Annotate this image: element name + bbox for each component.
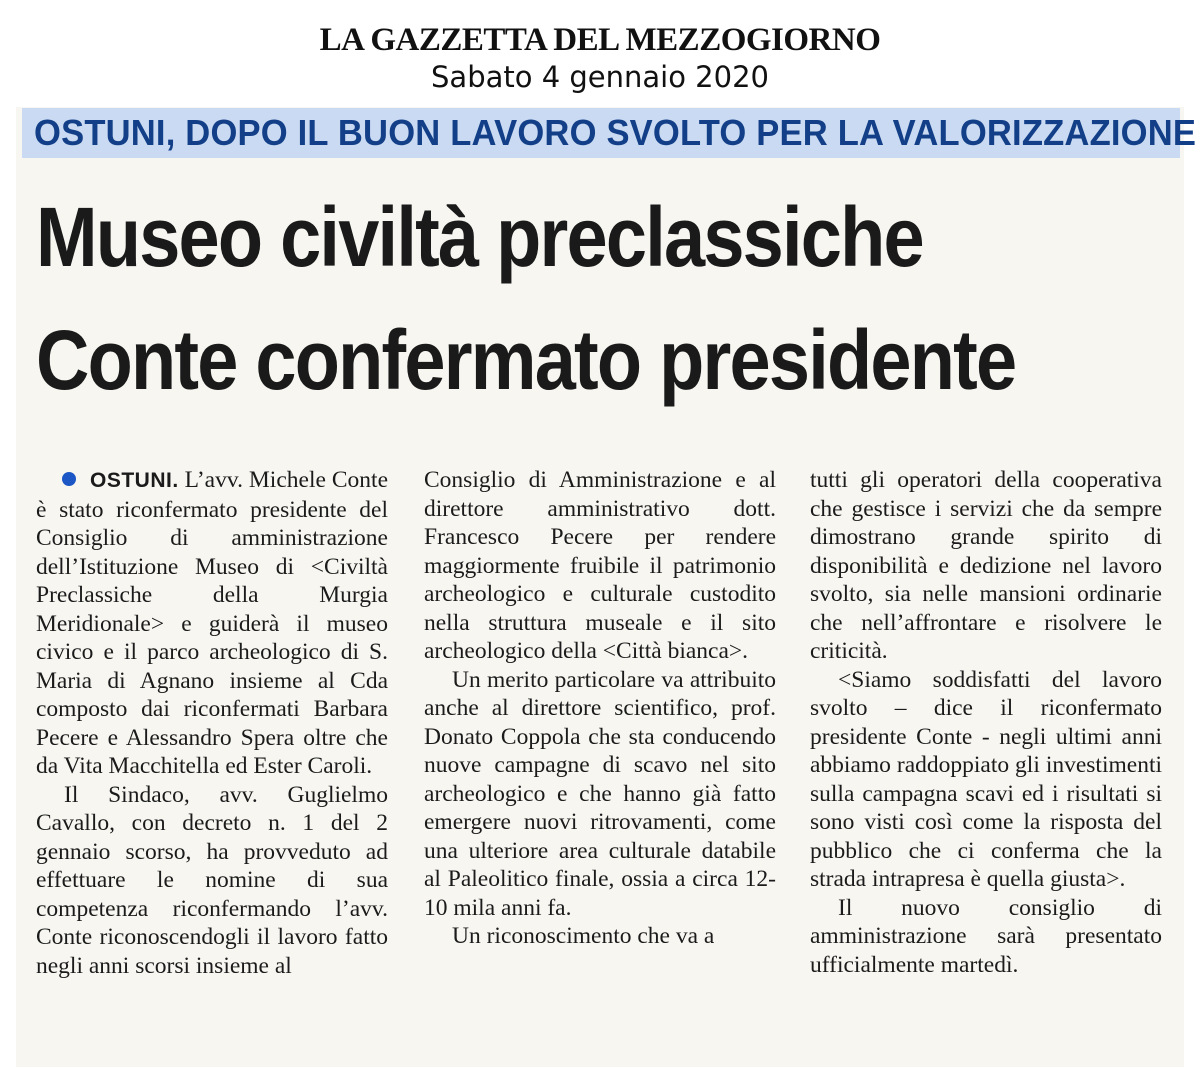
article-kicker: OSTUNI, DOPO IL BUON LAVORO SVOLTO PER LA VALORIZZAZIONE: [34, 112, 1197, 153]
headline-line-1: Museo civiltà preclassiche: [36, 190, 923, 284]
article-paragraph: tutti gli operatori della cooperativa che gestisce i servizi che da sempre dimostrano grande spirito di disponibilità e dedizione nel lavoro svolto, sia nelle mansioni ordinarie che nell’affrontare e risolvere le criticità.: [810, 467, 1162, 664]
bullet-icon: [62, 472, 76, 486]
article-paragraph: Il nuovo consiglio di amministrazione sarà presentato ufficialmente martedì.: [810, 894, 1162, 978]
article-kicker-band: [22, 108, 1197, 158]
article-paragraph: <Siamo soddisfatti del lavoro svolto – dice il riconfermato presidente Conte - negli ultimi anni abbiamo raddoppiato gli investimenti sulla campagna scavi ed i risultati si sono visti così come la risposta del pubblico che ci conferma che la strada intrapresa è quella giusta>.: [810, 666, 1162, 892]
article-column-3: [810, 466, 1162, 979]
article-paragraph: Il Sindaco, avv. Guglielmo Cavallo, con decreto n. 1 del 2 gennaio scorso, ha provveduto ad effettuare le nomine di sua competenza riconfermando l’avv. Conte riconoscendogli il lavoro fatto negli anni scorsi insieme al: [36, 781, 388, 979]
publication-date: Sabato 4 gennaio 2020: [431, 60, 769, 94]
newspaper-masthead: LA GAZZETTA DEL MEZZOGIORNO: [319, 22, 881, 58]
dateline: OSTUNI.: [90, 469, 179, 492]
article-column-2: [424, 466, 776, 951]
headline-line-2: Conte confermato presidente: [36, 313, 1016, 407]
article-paragraph: Consiglio di Amministrazione e al direttore amministrativo dott. Francesco Pecere per rendere maggiormente fruibile il patrimonio archeologico e culturale custodito nella struttura museale e il sito archeologico della <Città bianca>.: [424, 467, 776, 664]
article-column-1: [36, 466, 388, 980]
paragraph-text: L’avv. Michele Conte è stato riconfermato presidente del Consiglio di amministrazione dell’Istituzione Museo di <Civiltà Preclassiche della Murgia Meridionale> e guiderà il museo civico e il parco archeologico di S. Maria di Agnano insieme al Cda composto dai riconfermati Barbara Pecere e Alessandro Spera oltre che da Vita Macchitella ed Ester Caroli.: [36, 467, 388, 779]
article-paragraph: Un merito particolare va attribuito anche al direttore scientifico, prof. Donato Coppola che sta conducendo nuove campagne di scavo nel sito archeologico e che hanno già fatto emergere nuovi ritrovamenti, come una ulteriore area culturale databile al Paleolitico finale, ossia a circa 12-10 mila anni fa.: [424, 666, 776, 921]
article-paragraph: Un riconoscimento che va a: [452, 923, 715, 949]
article-paragraph: [36, 466, 388, 781]
